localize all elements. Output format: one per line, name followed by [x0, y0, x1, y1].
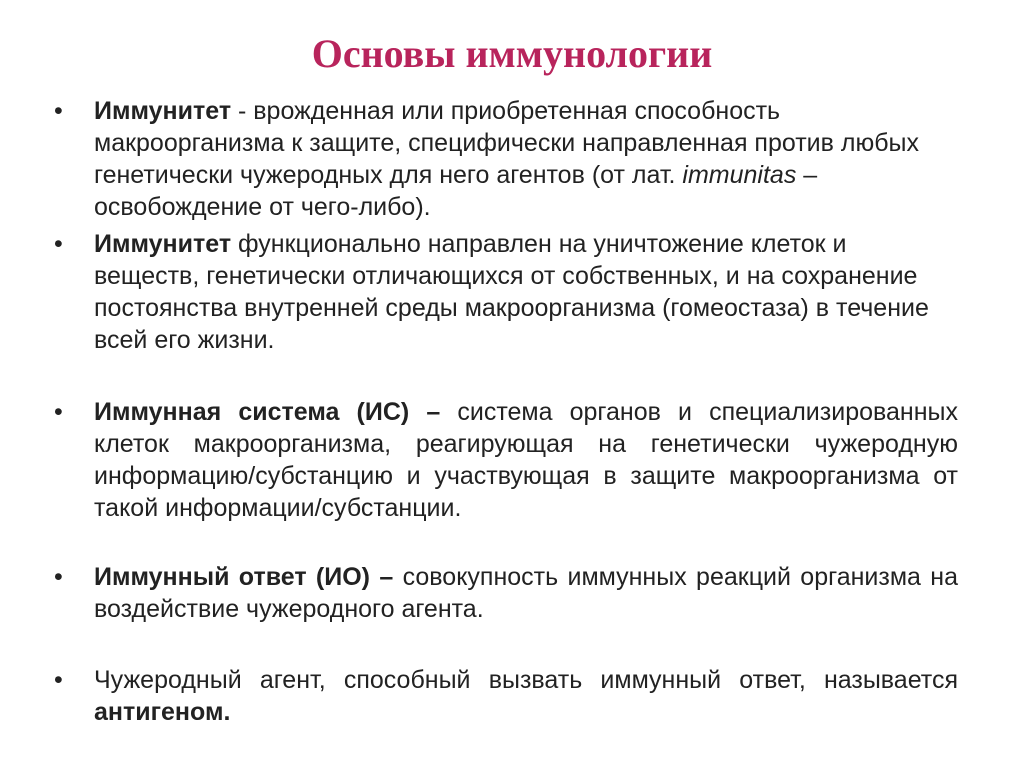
bullet-antigen: [54, 664, 958, 728]
bullet-immunity-definition: [54, 95, 958, 223]
bullet-dot: •: [54, 666, 63, 694]
term-immunity: Иммунитет: [94, 230, 232, 258]
bullet-text: система органов и специализированных клеток макроорганизма, реагирующая на генетически чужеродную информацию/субстанцию и участвующая в защите макроорганизма от такой информации/субстанции.: [94, 398, 958, 522]
bullet-list: [54, 95, 958, 728]
slide-title: Основы иммунологии: [311, 31, 713, 76]
bullet-text-end: – освобождение от чего-либо).: [94, 161, 818, 221]
bullet-immunity-function: [54, 228, 958, 356]
bullet-dot: •: [54, 398, 63, 426]
bullet-dot: •: [54, 97, 63, 125]
bullet-immune-response: [54, 561, 958, 625]
bullet-immune-system: [54, 396, 958, 524]
bullet-dot: •: [54, 563, 63, 591]
term-immune-system: Иммунная система (ИС) –: [94, 398, 441, 426]
bullet-text: - врожденная или приобретенная способность макроорганизма к защите, специфически направленная против любых генетически чужеродных для него агентов (от лат.: [94, 97, 919, 189]
term-immunity: Иммунитет: [94, 97, 232, 125]
bullet-text: совокупность иммунных реакций организма на воздействие чужеродного агента.: [94, 563, 958, 623]
bullet-text: Чужеродный агент, способный вызвать иммунный ответ, называется: [94, 666, 958, 694]
term-antigen: антигеном.: [94, 698, 231, 726]
term-immune-response: Иммунный ответ (ИО) –: [94, 563, 394, 591]
bullet-text: функционально направлен на уничтожение клеток и веществ, генетически отличающихся от собственных, и на сохранение постоянства внутренней среды макроорганизма (гомеостаза) в течение всей его жизни.: [94, 230, 929, 354]
bullet-dot: •: [54, 230, 63, 258]
latin-term: immunitas: [682, 161, 797, 189]
